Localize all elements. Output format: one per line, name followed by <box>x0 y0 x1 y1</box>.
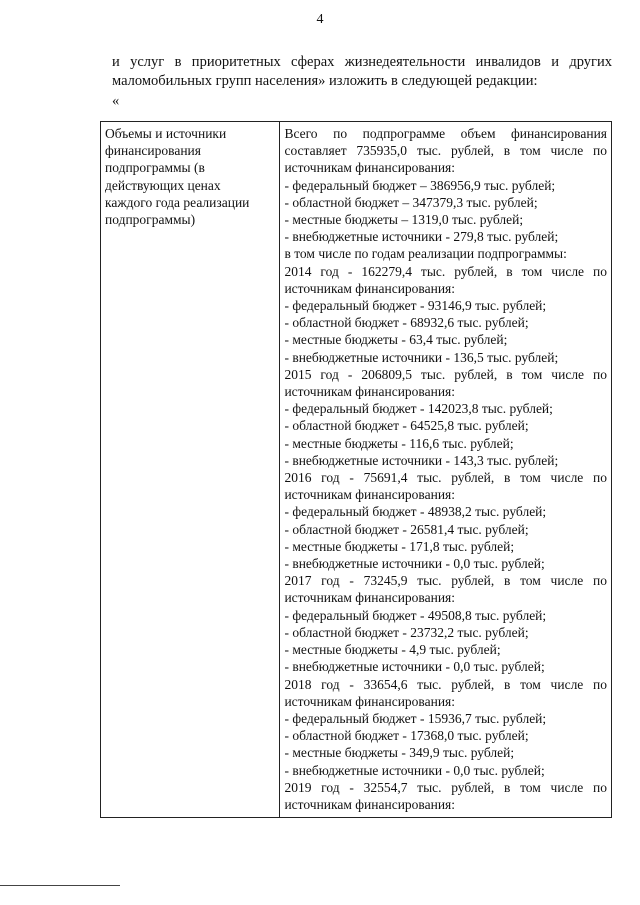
funding-detail-line: - местные бюджеты - 349,9 тыс. рублей; <box>284 745 515 761</box>
funding-detail-line: источникам финансирования: <box>284 693 456 709</box>
funding-detail-line: - местные бюджеты - 171,8 тыс. рублей; <box>284 538 515 554</box>
intro-line-1: и услуг в приоритетных сферах жизнедеятельности инвалидов и других <box>112 54 612 70</box>
funding-detail-line: источникам финансирования: <box>284 590 456 606</box>
funding-detail-line: - внебюджетные источники - 0,0 тыс. рублей; <box>284 556 545 572</box>
funding-label-line: действующих ценах <box>105 177 221 193</box>
funding-detail-line: 2016 год - 75691,4 тыс. рублей, в том числе по <box>284 470 607 486</box>
funding-detail-line: - внебюджетные источники - 0,0 тыс. рублей; <box>284 659 545 675</box>
funding-detail-line: - федеральный бюджет - 49508,8 тыс. рублей; <box>284 607 547 623</box>
funding-label-line: подпрограммы) <box>105 212 196 228</box>
funding-detail-line: - внебюджетные источники - 0,0 тыс. рублей; <box>284 762 545 778</box>
funding-detail-line: источникам финансирования: <box>284 384 456 400</box>
funding-detail-line: - федеральный бюджет - 15936,7 тыс. рублей; <box>284 710 547 726</box>
funding-details-cell <box>280 122 612 818</box>
funding-detail-line: 2018 год - 33654,6 тыс. рублей, в том числе по <box>284 676 607 692</box>
funding-label-cell <box>101 122 280 818</box>
page-number: 4 <box>316 12 324 27</box>
funding-detail-line: - областной бюджет - 26581,4 тыс. рублей; <box>284 521 529 537</box>
funding-detail-line: в том числе по годам реализации подпрограммы: <box>284 246 567 262</box>
funding-detail-line: источникам финансирования: <box>284 796 456 812</box>
funding-table <box>100 121 612 818</box>
funding-detail-line: - областной бюджет – 347379,3 тыс. рублей; <box>284 194 538 210</box>
funding-detail-line: источникам финансирования: <box>284 280 456 296</box>
funding-detail-line: - местные бюджеты – 1319,0 тыс. рублей; <box>284 212 524 228</box>
funding-detail-line: - местные бюджеты - 4,9 тыс. рублей; <box>284 642 501 658</box>
funding-detail-line: 2019 год - 32554,7 тыс. рублей, в том числе по <box>284 779 607 795</box>
funding-detail-line: источникам финансирования: <box>284 487 456 503</box>
funding-detail-line: - областной бюджет - 23732,2 тыс. рублей; <box>284 624 529 640</box>
funding-detail-line: - федеральный бюджет – 386956,9 тыс. рублей; <box>284 177 556 193</box>
funding-detail-line: - областной бюджет - 64525,8 тыс. рублей; <box>284 418 529 434</box>
funding-detail-line: - внебюджетные источники - 143,3 тыс. рублей; <box>284 452 559 468</box>
funding-detail-line: - федеральный бюджет - 48938,2 тыс. рублей; <box>284 504 547 520</box>
funding-detail-line: 2015 год - 206809,5 тыс. рублей, в том числе по <box>284 366 607 382</box>
funding-label-line: каждого года реализации <box>105 194 250 210</box>
funding-detail-line: - внебюджетные источники - 136,5 тыс. рублей; <box>284 349 559 365</box>
footer-divider <box>0 885 120 886</box>
funding-detail-line: - внебюджетные источники - 279,8 тыс. рублей; <box>284 229 559 245</box>
funding-detail-line: 2014 год - 162279,4 тыс. рублей, в том числе по <box>284 263 607 279</box>
funding-detail-line: составляет 735935,0 тыс. рублей, в том числе по <box>284 143 607 159</box>
funding-detail-line: Всего по подпрограмме объем финансирования <box>284 126 607 141</box>
intro-line-2: маломобильных групп населения» изложить в следующей редакции: <box>112 73 538 89</box>
funding-detail-line: - областной бюджет - 68932,6 тыс. рублей; <box>284 315 529 331</box>
funding-label-line: подпрограммы (в <box>105 160 205 176</box>
funding-label-line: Объемы и источники <box>105 126 227 141</box>
opening-quote: « <box>112 93 120 109</box>
intro-paragraph <box>112 53 612 111</box>
funding-label-line: финансирования <box>105 143 201 159</box>
funding-detail-line: 2017 год - 73245,9 тыс. рублей, в том числе по <box>284 573 607 589</box>
funding-detail-line: - местные бюджеты - 116,6 тыс. рублей; <box>284 435 514 451</box>
funding-detail-line: - местные бюджеты - 63,4 тыс. рублей; <box>284 332 508 348</box>
funding-detail-line: - областной бюджет - 17368,0 тыс. рублей; <box>284 728 529 744</box>
funding-detail-line: - федеральный бюджет - 93146,9 тыс. рублей; <box>284 298 547 314</box>
funding-table-row <box>101 122 612 818</box>
funding-detail-line: источникам финансирования: <box>284 160 456 176</box>
funding-detail-line: - федеральный бюджет - 142023,8 тыс. рублей; <box>284 401 553 417</box>
